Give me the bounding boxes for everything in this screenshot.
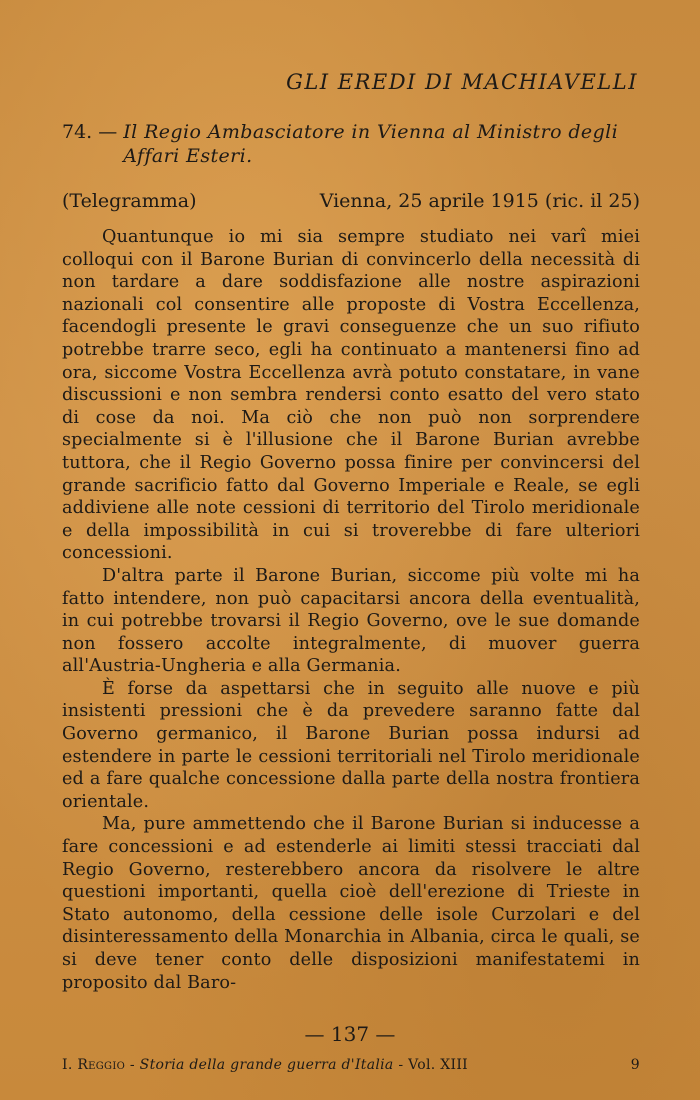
document-place-date: Vienna, 25 aprile 1915 (ric. il 25): [319, 190, 640, 212]
document-number: 74. —: [62, 121, 118, 143]
document-meta: [62, 190, 640, 212]
footer: [62, 1057, 640, 1073]
running-head: GLI EREDI DI MACHIAVELLI: [286, 70, 638, 94]
page-number: — 137 —: [304, 1022, 396, 1046]
body-text: [62, 226, 640, 994]
paragraph: Ma, pure ammettendo che il Barone Burian si inducesse a fare concessioni e ad estenderle ai limiti stessi tracciati dal Regio Governo, resterebbero ancora da risolvere le altre questioni importanti, quella cioè dell'erezione di Trieste in Stato autonomo, della cessione delle isole Curzolari e del disinteressamento della Monarchia in Albania, circa le quali, se si deve tener conto delle disposizioni manifestatemi in proposito dal Baro-: [62, 814, 640, 993]
page-content: [62, 70, 640, 994]
document-title: Il Regio Ambasciatore in Vienna al Ministro degli Affari Esteri.: [123, 121, 619, 167]
footer-author: I. Reggio: [62, 1057, 126, 1073]
document-heading: [62, 120, 640, 168]
footer-volume: Vol. XIII: [408, 1057, 469, 1073]
paragraph: È forse da aspettarsi che in seguito alle nuove e più insistenti pressioni che è da prevedere saranno fatte dal Governo germanico, il Barone Burian possa indursi ad estendere in parte le cessioni territoriali nel Tirolo meridionale ed a fare qualche concessione dalla parte della nostra frontiera orientale.: [62, 678, 640, 812]
document-type: (Telegramma): [62, 190, 197, 212]
footer-separator: -: [398, 1057, 404, 1073]
footer-book-title: Storia della grande guerra d'Italia: [139, 1057, 394, 1073]
paragraph: D'altra parte il Barone Burian, siccome più volte mi ha fatto intendere, non può capacitarsi ancora della eventualità, in cui potrebbe trovarsi il Regio Governo, ove le sue domande non fossero accolte integralmente, di muover guerra all'Austria-Ungheria e alla Germania.: [62, 565, 640, 677]
paragraph: Quantunque io mi sia sempre studiato nei varî miei colloqui con il Barone Burian di convincerlo della necessità di non tardare a dare soddisfazione alle nostre aspirazioni nazionali col consentire alle proposte di Vostra Eccellenza, facendogli presente le gravi conseguenze che un suo rifiuto potrebbe trarre seco, egli ha continuato a mantenersi fino ad ora, siccome Vostra Eccellenza avrà potuto constatare, in vane discussioni e non sembra rendersi conto esatto del vero stato di cose da noi. Ma ciò che non può non sorprendere specialmente si è l'illusione che il Barone Burian avrebbe tuttora, che il Regio Governo possa finire per convincersi del grande sacrificio fatto dal Governo Imperiale e Reale, se egli addiviene alle note cessioni di territorio del Tirolo meridionale e della impossibilità in cui si troverebbe di fare ulteriori concessioni.: [62, 227, 640, 564]
footer-signature: 9: [630, 1057, 640, 1073]
footer-citation: [62, 1057, 468, 1073]
footer-separator: -: [129, 1057, 135, 1073]
